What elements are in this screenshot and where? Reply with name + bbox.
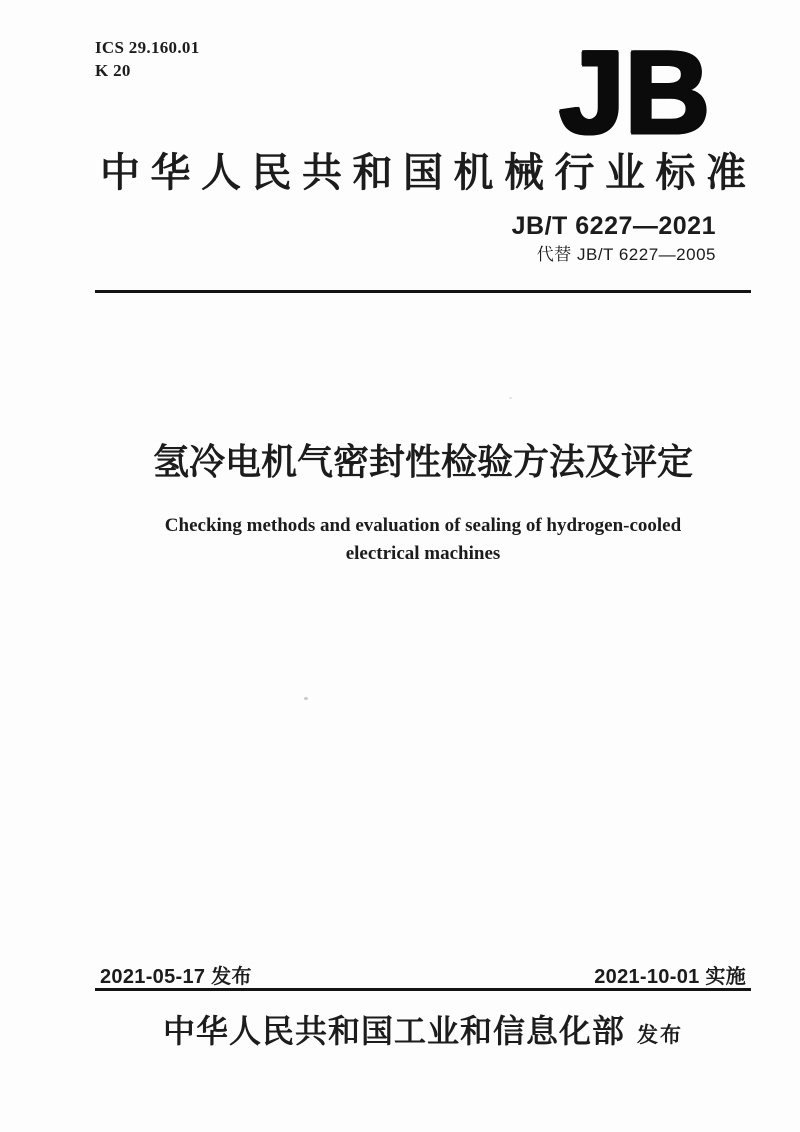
document-title-english-line2: electrical machines (345, 543, 501, 564)
ics-classification-block (95, 36, 200, 82)
document-title-english (75, 512, 771, 568)
document-title-chinese: 氢冷电机气密封性检验方法及评定 (152, 441, 693, 482)
implementation-date: 2021-10-01 实施 (594, 966, 746, 988)
publish-label: 发布 (637, 1024, 683, 1047)
issuing-body: 中华人民共和国工业和信息化部 (162, 1013, 625, 1049)
standard-number: JB/T 6227—2021 (511, 212, 716, 240)
dates-row (100, 960, 746, 989)
replaced-standard-note: 代替 JB/T 6227—2005 (536, 245, 716, 264)
header-rule (95, 290, 751, 293)
classification-code: K 20 (95, 61, 131, 80)
scan-artifact (509, 397, 512, 399)
ics-code: ICS 29.160.01 (95, 38, 200, 57)
footer-rule (95, 988, 751, 991)
scan-artifact (304, 697, 308, 700)
document-title-english-line1: Checking methods and evaluation of sealing of hydrogen-cooled (164, 515, 682, 536)
standard-number-block (512, 212, 716, 265)
issuing-body-row (95, 1006, 751, 1052)
jb-logo: JB (559, 27, 710, 159)
issue-date: 2021-05-17 发布 (100, 966, 252, 988)
standard-type-title: 中华人民共和国机械行业标准 (100, 151, 757, 195)
